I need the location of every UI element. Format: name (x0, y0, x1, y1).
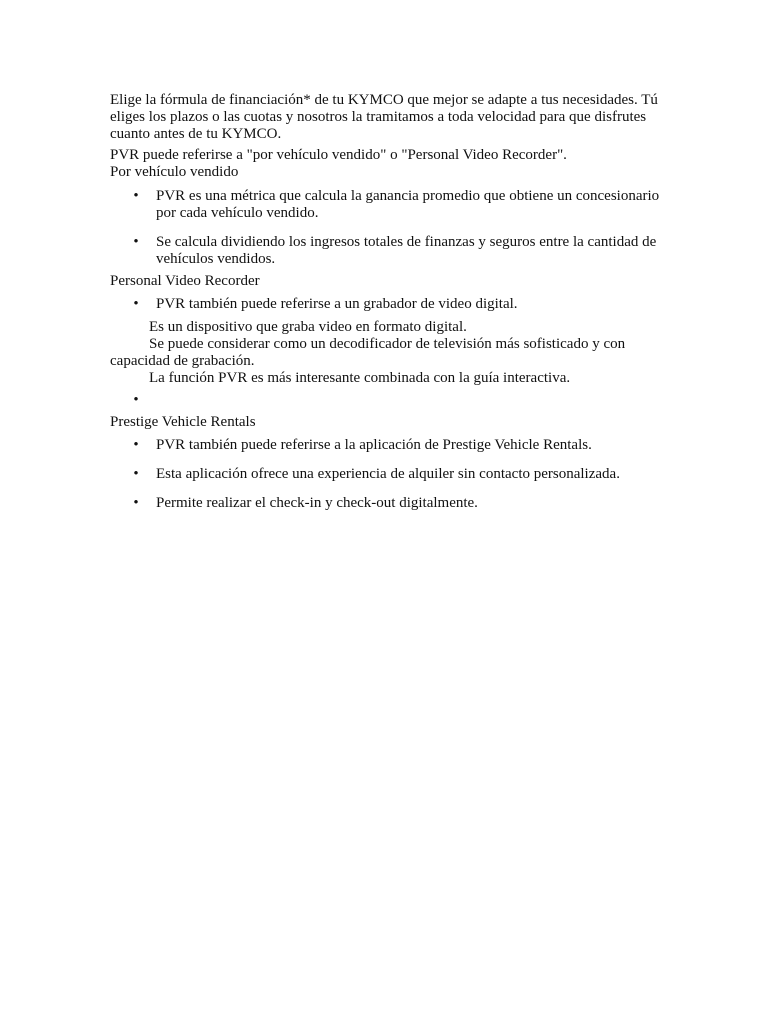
definition-paragraph: PVR puede referirse a "por vehículo vendido" o "Personal Video Recorder". (110, 147, 567, 163)
list-item (110, 437, 670, 454)
list-item-text: PVR también puede referirse a un grabador de video digital. (156, 296, 518, 312)
list-prestige (110, 437, 670, 512)
list-empty (110, 392, 670, 409)
document-page (110, 92, 670, 512)
heading-por-vehiculo: Por vehículo vendido (110, 164, 239, 180)
list-item-text: Esta aplicación ofrece una experiencia de alquiler sin contacto personalizada. (156, 466, 620, 482)
bullet-icon: • (133, 437, 139, 453)
list-item-text: PVR también puede referirse a la aplicación de Prestige Vehicle Rentals. (156, 437, 592, 453)
bullet-icon: • (133, 188, 139, 204)
list-item-text: Se calcula dividiendo los ingresos totales de finanzas y seguros entre la cantidad de vehículos vendidos. (156, 234, 657, 267)
bullet-icon: • (133, 234, 139, 250)
pvr-line-funcion: La función PVR es más interesante combinada con la guía interactiva. (149, 370, 571, 386)
list-item (110, 466, 670, 483)
pvr-line-decodificador: Se puede considerar como un decodificador de televisión más sofisticado y con capacidad de grabación. (110, 336, 626, 369)
list-item (110, 296, 670, 313)
list-item (110, 234, 670, 268)
pvr-line-dispositivo: Es un dispositivo que graba video en formato digital. (149, 319, 467, 335)
list-personal-video (110, 296, 670, 313)
intro-paragraph: Elige la fórmula de financiación* de tu KYMCO que mejor se adapte a tus necesidades. Tú eliges los plazos o las cuotas y nosotros la tramitamos a toda velocidad para que disfrutes cuanto antes de tu KYMCO. (110, 92, 658, 142)
bullet-icon: • (133, 495, 139, 511)
list-item-text: Permite realizar el check-in y check-out digitalmente. (156, 495, 478, 511)
list-por-vehiculo (110, 188, 670, 268)
list-item (110, 188, 670, 222)
bullet-icon: • (133, 466, 139, 482)
heading-prestige: Prestige Vehicle Rentals (110, 414, 256, 430)
heading-personal-video: Personal Video Recorder (110, 273, 260, 289)
list-item-text: PVR es una métrica que calcula la ganancia promedio que obtiene un concesionario por cada vehículo vendido. (156, 188, 660, 221)
bullet-icon: • (133, 392, 139, 408)
bullet-icon: • (133, 296, 139, 312)
list-item (110, 495, 670, 512)
